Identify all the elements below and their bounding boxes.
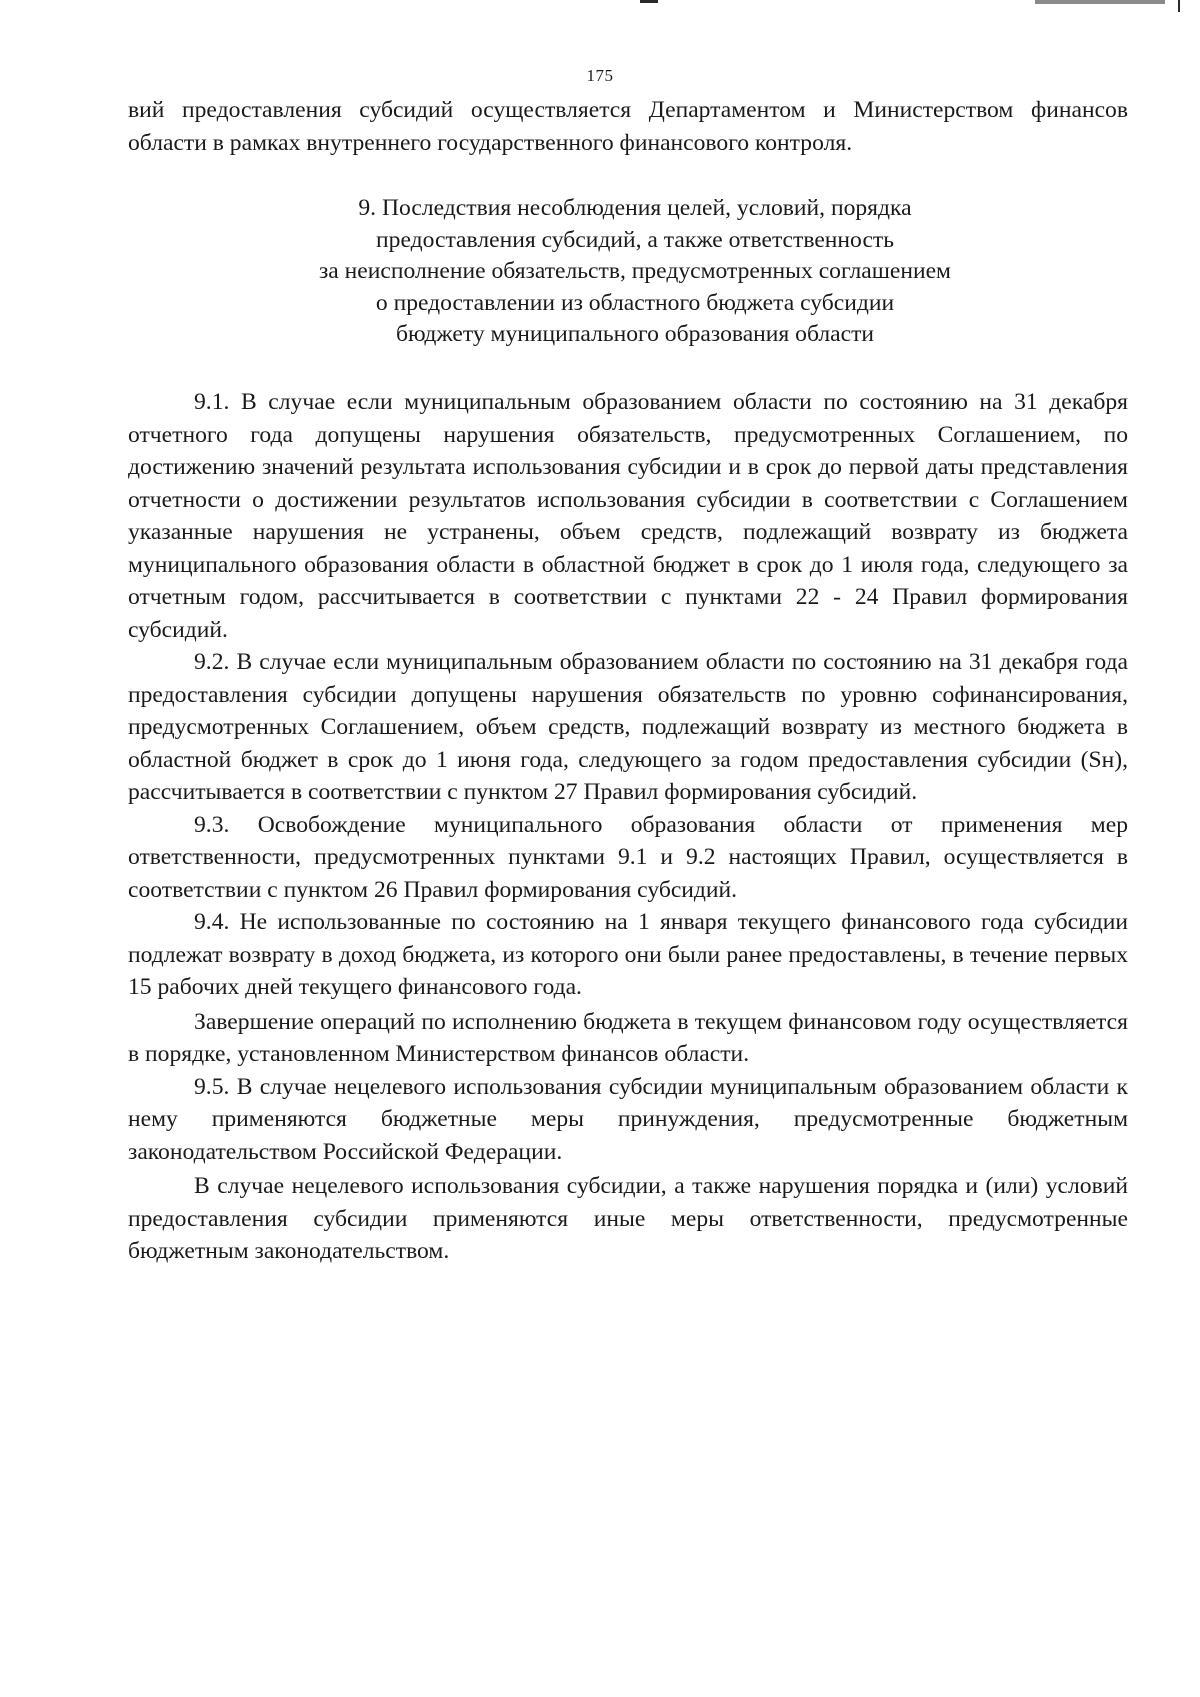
section-body bbox=[128, 386, 1128, 1268]
scan-artifact bbox=[1035, 0, 1165, 4]
clause-9-1: 9.1. В случае если муниципальным образованием области по состоянию на 31 декабря отчетного года допущены нарушения обязательств, предусмотренных Соглашением, по достижению значений результата использования субсидии и в срок до первой даты представления отчетности о достижении результатов использования субсидии в соответствии с Соглашением указанные нарушения не устранены, объем средств, подлежащий возврату из бюджета муниципального образования области в областной бюджет в срок до 1 июля года, следующего за отчетным годом, рассчитывается в соответствии с пунктами 22 - 24 Правил формирования субсидий. bbox=[128, 389, 1128, 643]
section-heading-line: 9. Последствия несоблюдения целей, условий, порядка bbox=[358, 195, 912, 221]
continuation-paragraph: вий предоставления субсидий осуществляется Департаментом и Министерством финансов области в рамках внутреннего государственного финансового контроля. bbox=[128, 97, 1128, 156]
clause-9-5-continuation: В случае нецелевого использования субсидии, а также нарушения порядка и (или) условий предоставления субсидии применяются иные меры ответственности, предусмотренные бюджетным законодательством. bbox=[128, 1173, 1128, 1264]
clause-9-5: 9.5. В случае нецелевого использования субсидии муниципальным образованием области к нему применяются бюджетные меры принуждения, предусмотренные бюджетным законодательством Российской Федерации. bbox=[128, 1073, 1128, 1165]
clause-9-4: 9.4. Не использованные по состоянию на 1 января текущего финансового года субсидии подлежат возврату в доход бюджета, из которого они были ранее предоставлены, в течение первых 15 рабочих дней текущего финансового года. bbox=[128, 909, 1128, 1000]
section-heading-line: за неисполнение обязательств, предусмотренных соглашением bbox=[318, 258, 951, 284]
clause-9-4-continuation: Завершение операций по исполнению бюджета в текущем финансовом году осуществляется в порядке, установленном Министерством финансов области. bbox=[128, 1008, 1128, 1067]
section-heading-line: о предоставлении из областного бюджета субсидии bbox=[375, 289, 895, 316]
clause-9-3: 9.3. Освобождение муниципального образования области от применения мер ответственности, предусмотренных пунктами 9.1 и 9.2 настоящих Правил, осуществляется в соответствии с пунктом 26 Правил формирования субсидий. bbox=[128, 811, 1128, 903]
scan-artifact bbox=[640, 0, 658, 3]
clause-9-2: 9.2. В случае если муниципальным образованием области по состоянию на 31 декабря года предоставления субсидии допущены нарушения обязательств по уровню софинансирования, предусмотренных Соглашением, объем средств, подлежащий возврату из местного бюджета в областной бюджет в срок до 1 июня года, следующего за годом предоставления субсидии (Sн), рассчитывается в соответствии с пунктом 27 Правил формирования субсидий. bbox=[128, 649, 1128, 805]
section-heading-line: бюджету муниципального образования области bbox=[395, 321, 875, 347]
page-number: 175 bbox=[586, 66, 614, 85]
scan-artifact bbox=[1178, 0, 1180, 12]
section-heading bbox=[200, 193, 1070, 351]
section-heading-line: предоставления субсидий, а также ответственность bbox=[376, 226, 894, 253]
